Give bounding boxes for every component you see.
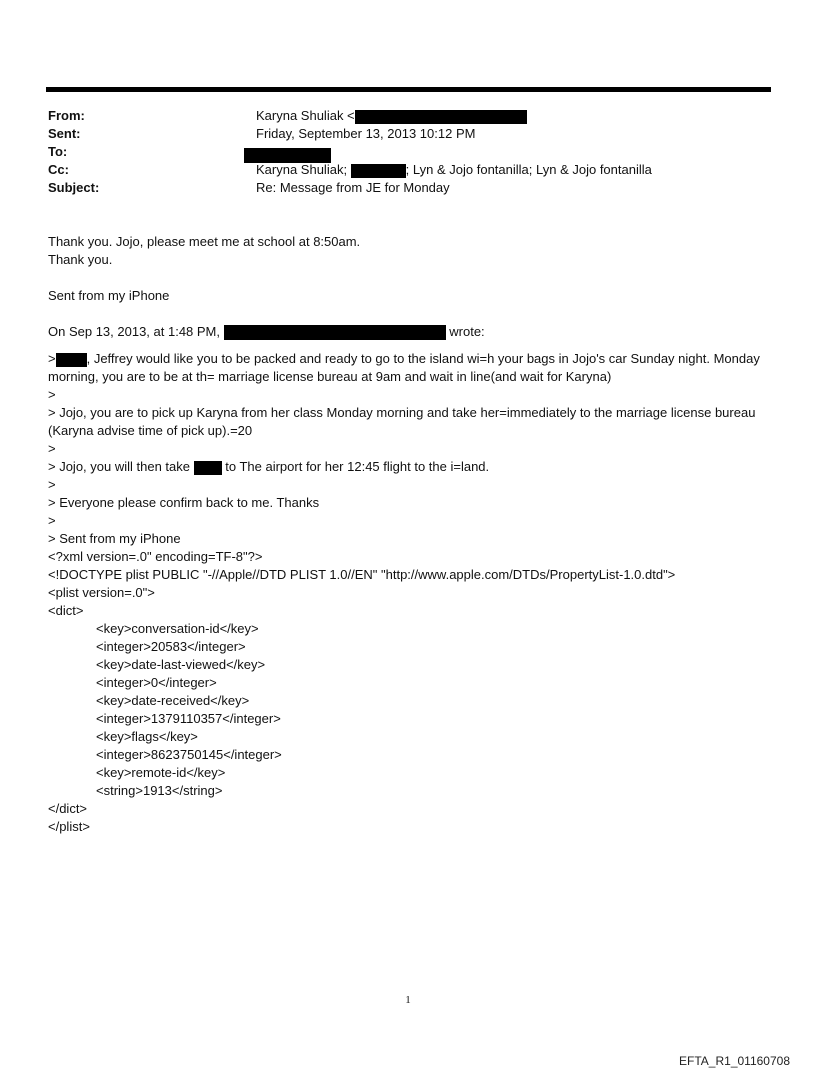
cc-label: Cc:: [48, 162, 69, 177]
signature-line: Sent from my iPhone: [48, 288, 170, 303]
quote-blank: >: [48, 387, 56, 402]
page-number: 1: [405, 994, 411, 1006]
plist-line: <!DOCTYPE plist PUBLIC "-//Apple//DTD PLIST 1.0//EN" "http://www.apple.com/DTDs/PropertyList-1.0.dtd">: [48, 567, 676, 582]
cc-value-part-2: ; Lyn & Jojo fontanilla; Lyn & Jojo fontanilla: [405, 162, 652, 177]
cc-row: [48, 161, 768, 179]
cc-value: [256, 161, 652, 179]
header-rule: [46, 87, 771, 92]
redaction-block: [355, 110, 527, 124]
plist-line: <integer>0</integer>: [96, 675, 217, 690]
plist-line: <integer>8623750145</integer>: [96, 747, 282, 762]
from-row: [48, 107, 768, 125]
quoted-paragraph: [48, 350, 768, 386]
plist-line: <plist version=.0">: [48, 585, 155, 600]
sent-row: [48, 125, 768, 143]
cc-value-part-1: Karyna Shuliak;: [256, 162, 351, 177]
from-value: [256, 107, 527, 125]
quoted-text: to The airport for her 12:45 flight to the i=land.: [225, 459, 490, 474]
sent-value: Friday, September 13, 2013 10:12 PM: [256, 126, 476, 141]
plist-line: <key>conversation-id</key>: [96, 621, 259, 636]
redaction-block: [224, 325, 446, 340]
quoted-paragraph: > Everyone please confirm back to me. Thanks: [48, 495, 320, 510]
quoted-text: > Jojo, you will then take: [48, 459, 190, 474]
plist-line: <key>flags</key>: [96, 729, 198, 744]
to-row: [48, 143, 768, 161]
subject-row: [48, 179, 768, 197]
redaction-block: [351, 164, 406, 178]
quote-blank: >: [48, 513, 56, 528]
quote-blank: >: [48, 477, 56, 492]
redaction-block: [56, 353, 87, 367]
plist-line: <key>remote-id</key>: [96, 765, 226, 780]
plist-line: <key>date-last-viewed</key>: [96, 657, 266, 672]
body-line: Thank you. Jojo, please meet me at school at 8:50am.: [48, 234, 361, 249]
quoted-text: , Jeffrey would like you to be packed and ready to go to the island wi=h your bags in Jojo's car Sunday night. Monday morning, you are to be at th= marriage license bureau at 9am and wait in line(and wait for Karyna): [48, 351, 760, 384]
redaction-block: [194, 461, 222, 475]
to-label: To:: [48, 144, 68, 159]
sent-label: Sent:: [48, 126, 81, 141]
quote-intro: [48, 323, 768, 341]
quoted-paragraph: [48, 458, 768, 476]
from-name: Karyna Shuliak <: [256, 108, 355, 123]
plist-line: <integer>1379110357</integer>: [96, 711, 281, 726]
email-body: [48, 233, 768, 836]
plist-line: <string>1913</string>: [96, 783, 223, 798]
bates-number: EFTA_R1_01160708: [679, 1054, 790, 1068]
plist-line: <dict>: [48, 603, 84, 618]
quoted-paragraph: > Jojo, you are to pick up Karyna from her class Monday morning and take her=immediately to the marriage license bureau (Karyna advise time of pick up).=20: [48, 405, 756, 438]
quote-blank: >: [48, 441, 56, 456]
quote-intro-wrote: wrote:: [449, 324, 485, 339]
email-header: [48, 107, 768, 197]
subject-value: Re: Message from JE for Monday: [256, 180, 450, 195]
plist-line: </plist>: [48, 819, 90, 834]
quote-intro-text: On Sep 13, 2013, at 1:48 PM,: [48, 324, 221, 339]
quote-marker: >: [48, 351, 56, 366]
body-line: Thank you.: [48, 252, 113, 267]
plist-line: <?xml version=.0" encoding=TF-8"?>: [48, 549, 263, 564]
subject-label: Subject:: [48, 180, 100, 195]
plist-line: </dict>: [48, 801, 88, 816]
plist-line: <integer>20583</integer>: [96, 639, 246, 654]
plist-line: <key>date-received</key>: [96, 693, 250, 708]
quoted-paragraph: > Sent from my iPhone: [48, 531, 181, 546]
from-label: From:: [48, 108, 85, 123]
